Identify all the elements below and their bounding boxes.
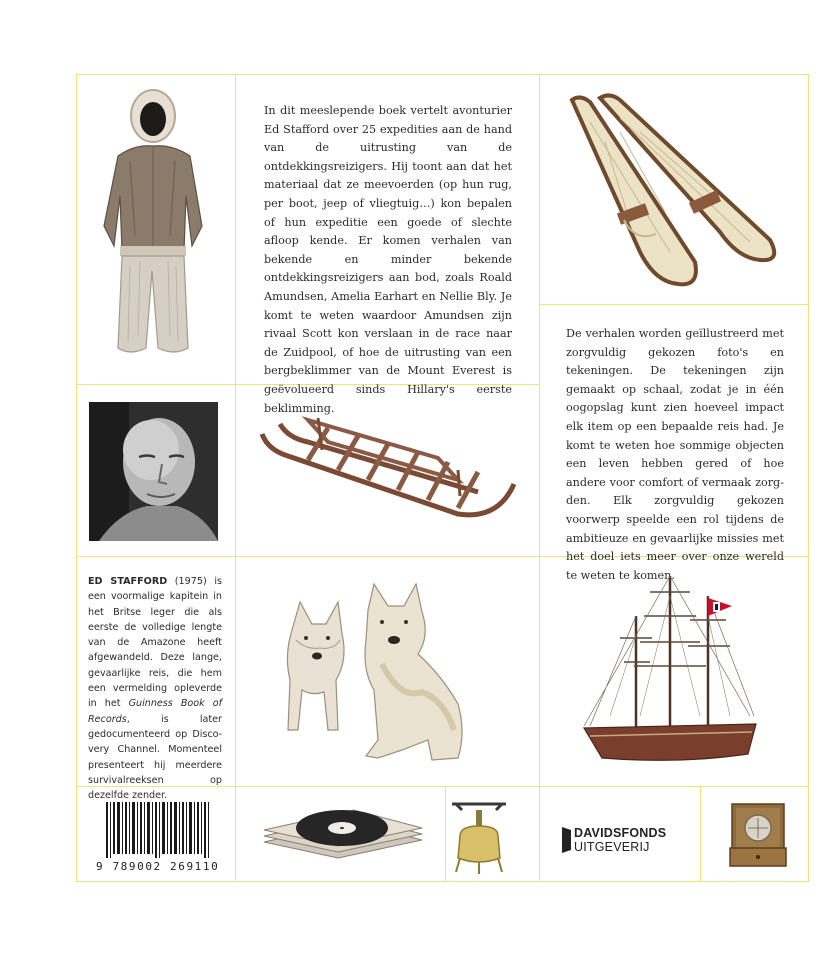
sledge-icon xyxy=(258,410,520,520)
publisher-name: DAVIDSFONDS xyxy=(574,826,667,840)
vinyl-records-illustration xyxy=(258,798,428,870)
author-bio-text xyxy=(88,574,222,803)
author-photo-icon xyxy=(89,402,218,541)
ship-illustration xyxy=(580,566,760,771)
author-bio-part-2: , is later gedocumenteerd op Discovery Channel. Momenteel presenteert hij meerdere survivalreeksen op dezelfde zender. xyxy=(88,713,222,802)
blurb-paragraph-2: De verhalen worden geïllustreerd met zorgvuldig gekozen foto's en tekeningen. De tekeningen zijn gemaakt op schaal, zodat je in één oogopslag kunt zien hoeveel impact elk item op een bepaalde reis had. Je komt te weten hoe sommige objecten een leven hebben gered of hoe andere voor comfort of vermaak zorgden. Elk zorgvuldig gekozen voorwerp speelde een rol tijdens de ambitieuze en gevaarlijke missies met het doel iets meer over onze wereld te weten te komen. xyxy=(566,327,784,582)
author-bio-part-1: is een voormalige kapitein in het Britse leger die als eerste de volledige lengte van de Amazone heeft afgewandeld. Deze lange, gevaarlijke reis, die hem een vermelding opleverde in het xyxy=(88,576,222,710)
sled-dogs-illustration xyxy=(282,580,472,770)
grid-line xyxy=(76,74,809,75)
publisher-logo xyxy=(562,826,682,856)
compass-icon xyxy=(726,800,790,872)
publisher-bracket-icon xyxy=(562,827,571,853)
blurb-paragraph-1: In dit meeslepende boek vertelt avonturier Ed Stafford over 25 expedities aan de hand van de uitrusting van de ontdekkingsreizigers. Hij toont aan dat het materiaal dat ze meevoerden (op hun rug, per boot, jeep of vliegtuig…) kon bepalen of hun expeditie een goede of slechte afloop kende. Er komen verhalen van bekende en minder bekende ontdekkingsreizigers aan bod, zoals Roald Amundsen, Amelia Earhart en Nellie Bly. Je komt te weten waardoor Amundsen zijn rivaal Scott kon verslaan in de race naar de Zuidpool, of hoe de uitrusting van een bergbeklimmer van de Mount Everest is geëvolueerd sinds Hillary's eerste beklimming. xyxy=(264,104,512,415)
author-bio xyxy=(88,574,222,803)
blurb-block-1 xyxy=(264,102,512,418)
book-title: Guinness Book of Records xyxy=(88,698,222,725)
isbn-number: 9 789002 269110 xyxy=(96,860,220,873)
grid-line xyxy=(539,74,540,882)
parka-illustration xyxy=(90,86,220,371)
snowshoe-icon xyxy=(560,92,790,292)
ship-icon xyxy=(580,566,760,771)
barcode-icon xyxy=(106,802,210,858)
author-name: ED STAFFORD xyxy=(88,576,168,587)
parka-icon xyxy=(90,86,220,371)
grid-line xyxy=(808,74,809,882)
publisher-subtitle: UITGEVERIJ xyxy=(574,840,650,854)
compass-box-illustration xyxy=(726,800,790,872)
grid-line xyxy=(76,74,77,882)
snowshoes-illustration xyxy=(560,92,790,292)
blurb-block-2 xyxy=(566,325,784,585)
barcode xyxy=(94,798,224,878)
dog-icon xyxy=(282,580,472,770)
grid-line xyxy=(235,74,236,882)
author-year: (1975) xyxy=(167,576,215,587)
grid-line xyxy=(700,786,701,882)
stove-icon xyxy=(446,796,512,876)
author-portrait xyxy=(89,402,218,541)
grid-line xyxy=(539,304,809,305)
primus-stove-illustration xyxy=(446,796,512,876)
vinyl-record-icon xyxy=(258,798,428,870)
sledge-illustration xyxy=(258,410,520,520)
